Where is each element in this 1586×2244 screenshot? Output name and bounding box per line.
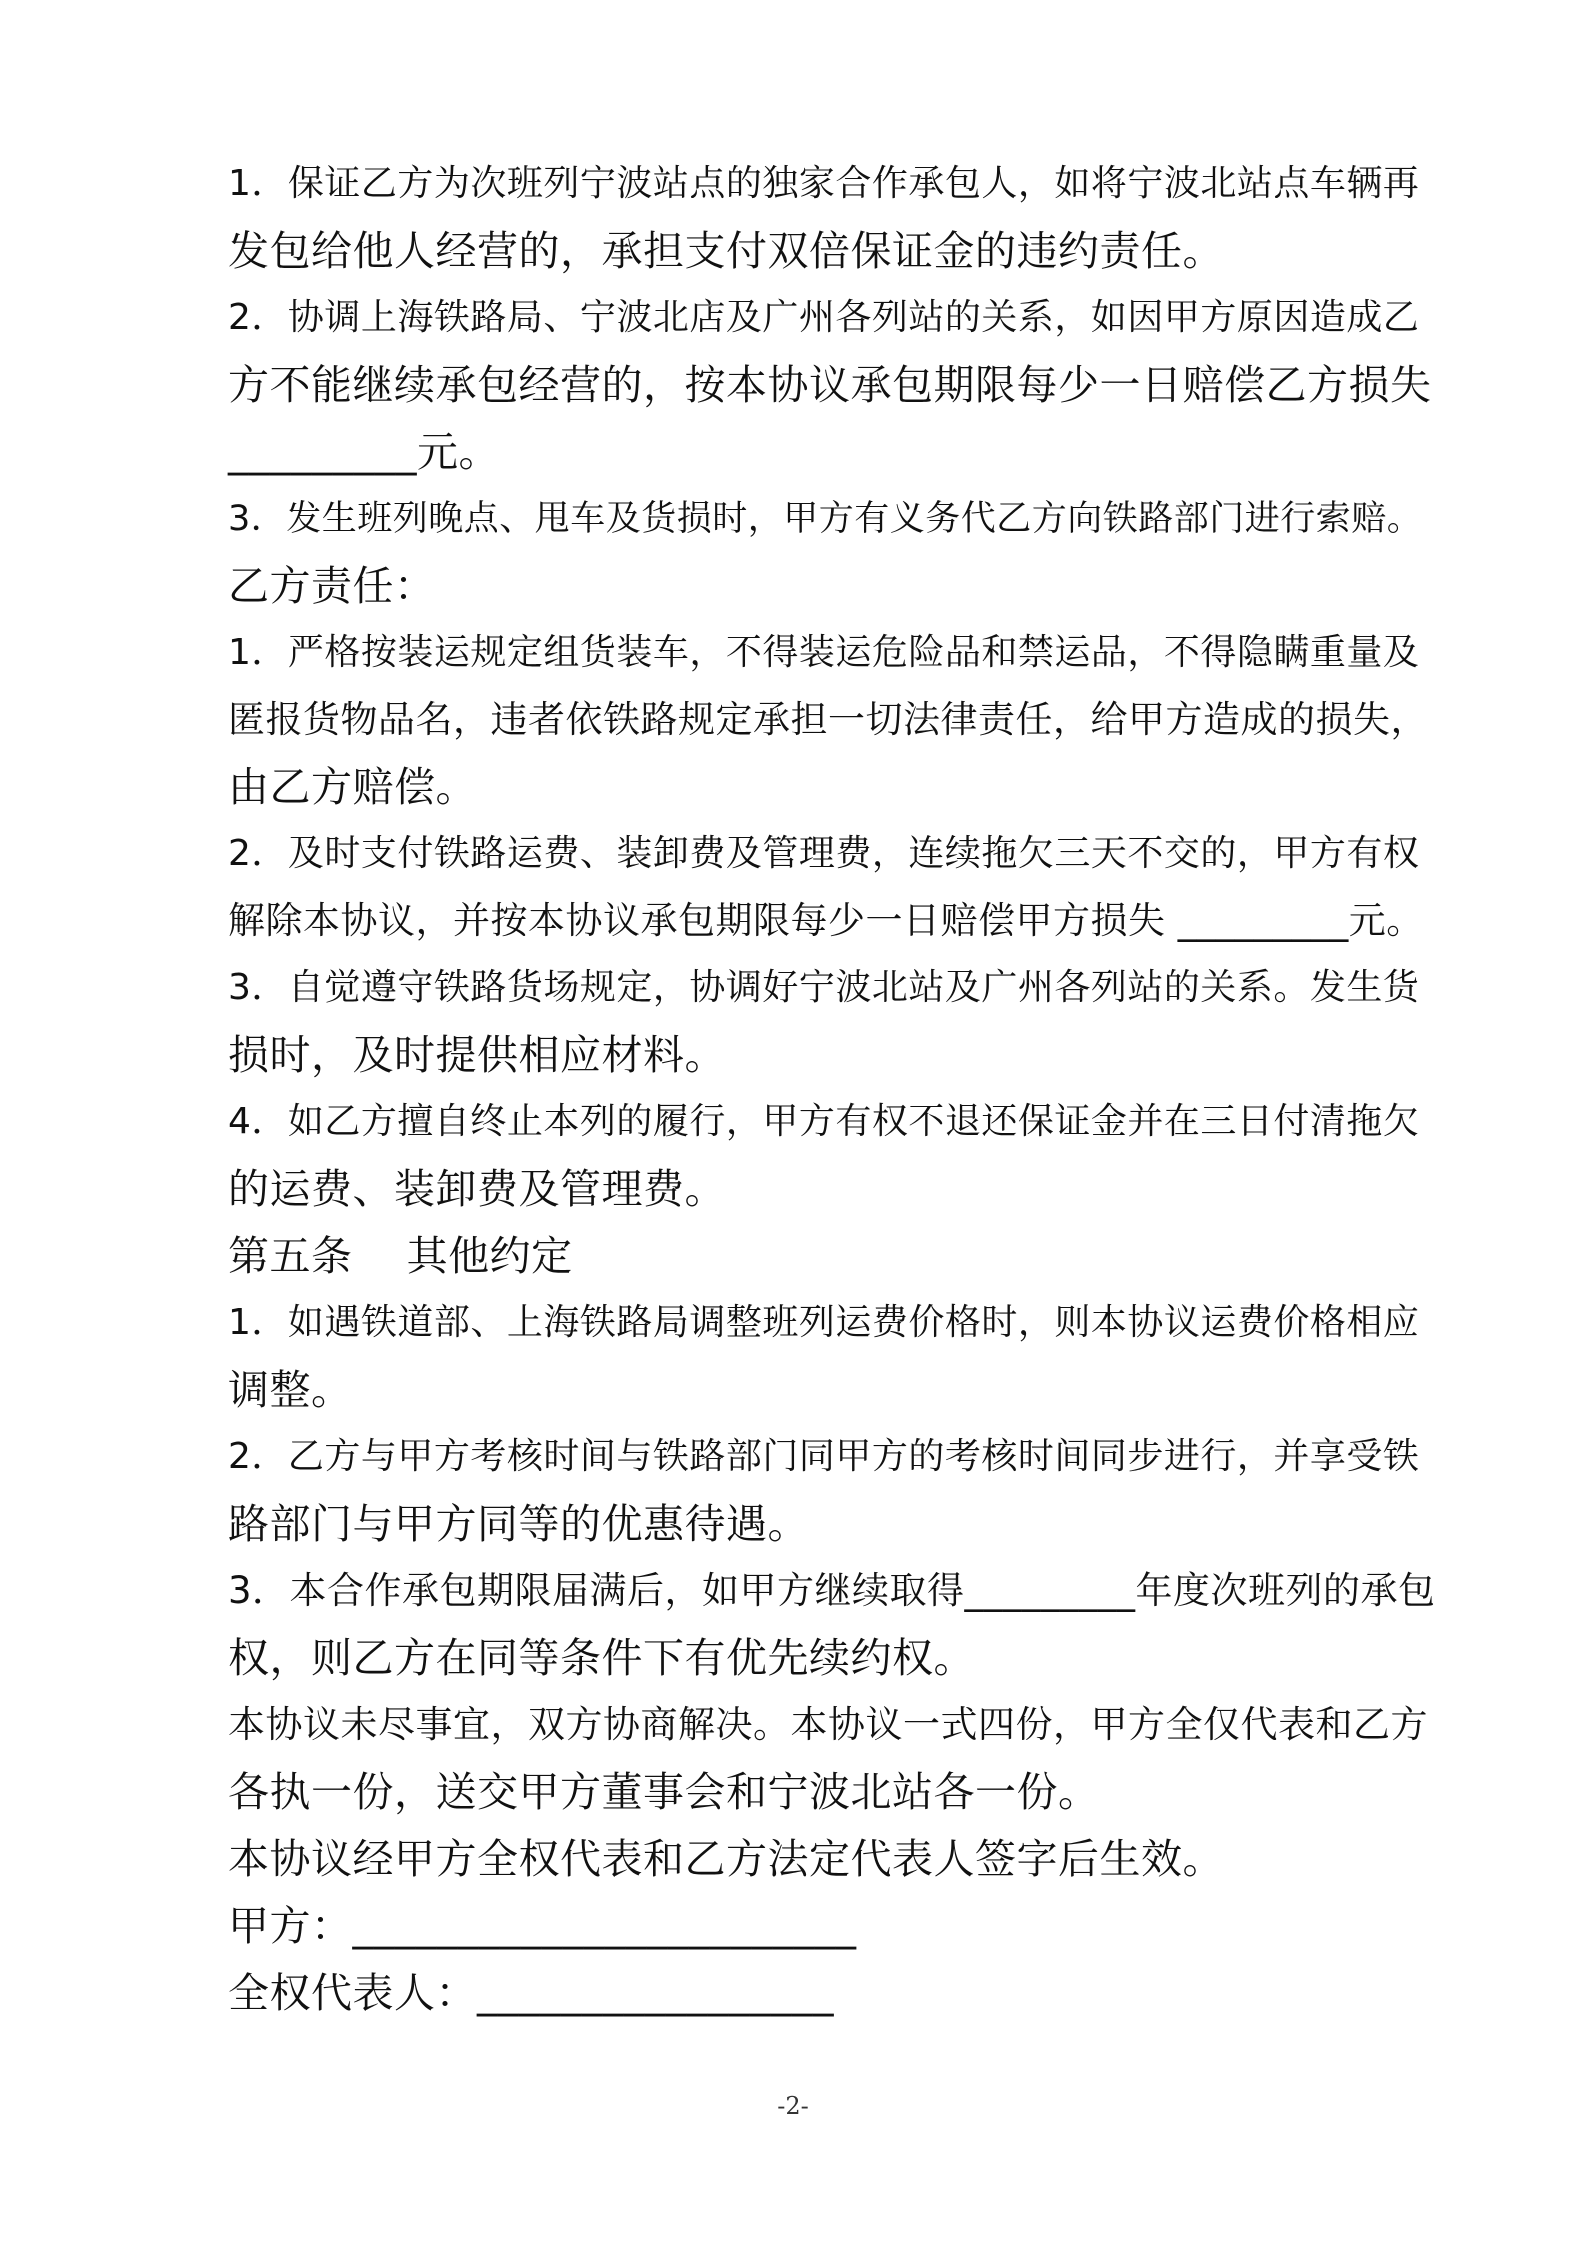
section-heading: 第五条 其他约定 xyxy=(228,1232,573,1280)
section-heading: 乙方责任： xyxy=(228,562,436,610)
text-line: 发包给他人经营的，承担支付双倍保证金的违约责任。 xyxy=(228,227,1224,275)
text-line: 2．协调上海铁路局、宁波北店及广州各列站的关系，如因甲方原因造成乙 xyxy=(228,297,1420,338)
text-line: 调整。 xyxy=(228,1366,353,1414)
text-line: 本协议经甲方全权代表和乙方法定代表人签字后生效。 xyxy=(228,1835,1224,1883)
text-line: 损时，及时提供相应材料。 xyxy=(228,1031,726,1079)
text-line: 本协议未尽事宜，双方协商解决。本协议一式四份，甲方全仅代表和乙方 xyxy=(228,1703,1428,1746)
text-line: 4．如乙方擅自终止本列的履行，甲方有权不退还保证金并在三日付清拖欠 xyxy=(228,1101,1420,1142)
text-line: 3．本合作承包期限届满后，如甲方继续取得_________年度次班列的承包 xyxy=(228,1569,1436,1612)
text-line: 权，则乙方在同等条件下有优先续约权。 xyxy=(228,1634,975,1682)
text-line: 由乙方赔偿。 xyxy=(228,763,477,811)
text-line: 3．自觉遵守铁路货场规定，协调好宁波北站及广州各列站的关系。发生货 xyxy=(228,967,1420,1008)
text-line: 1．保证乙方为次班列宁波站点的独家合作承包人，如将宁波北站点车辆再 xyxy=(228,163,1420,204)
text-line: _________元。 xyxy=(228,428,500,476)
page-number: -2- xyxy=(777,2092,809,2120)
text-line: 解除本协议，并按本协议承包期限每少一日赔偿甲方损失 _________元。 xyxy=(228,899,1424,942)
text-line: 1．严格按装运规定组货装车，不得装运危险品和禁运品，不得隐瞒重量及 xyxy=(228,632,1420,673)
text-line: 匿报货物品名，违者依铁路规定承担一切法律责任，给甲方造成的损失， xyxy=(228,698,1428,741)
signature-line-party-a: 甲方：________________________ xyxy=(228,1902,857,1950)
text-line: 各执一份，送交甲方董事会和宁波北站各一份。 xyxy=(228,1768,1100,1816)
text-line: 2．及时支付铁路运费、装卸费及管理费，连续拖欠三天不交的，甲方有权 xyxy=(228,833,1420,874)
text-line: 路部门与甲方同等的优惠待遇。 xyxy=(228,1500,809,1548)
text-line: 3．发生班列晚点、甩车及货损时，甲方有义务代乙方向铁路部门进行索赔。 xyxy=(228,499,1423,539)
text-line: 方不能继续承包经营的，按本协议承包期限每少一日赔偿乙方损失 xyxy=(228,361,1432,409)
text-line: 1．如遇铁道部、上海铁路局调整班列运费价格时，则本协议运费价格相应 xyxy=(228,1302,1420,1343)
text-line: 2．乙方与甲方考核时间与铁路部门同甲方的考核时间同步进行，并享受铁 xyxy=(228,1436,1420,1477)
text-line: 的运费、装卸费及管理费。 xyxy=(228,1165,726,1213)
signature-line-representative: 全权代表人：_________________ xyxy=(228,1969,834,2017)
